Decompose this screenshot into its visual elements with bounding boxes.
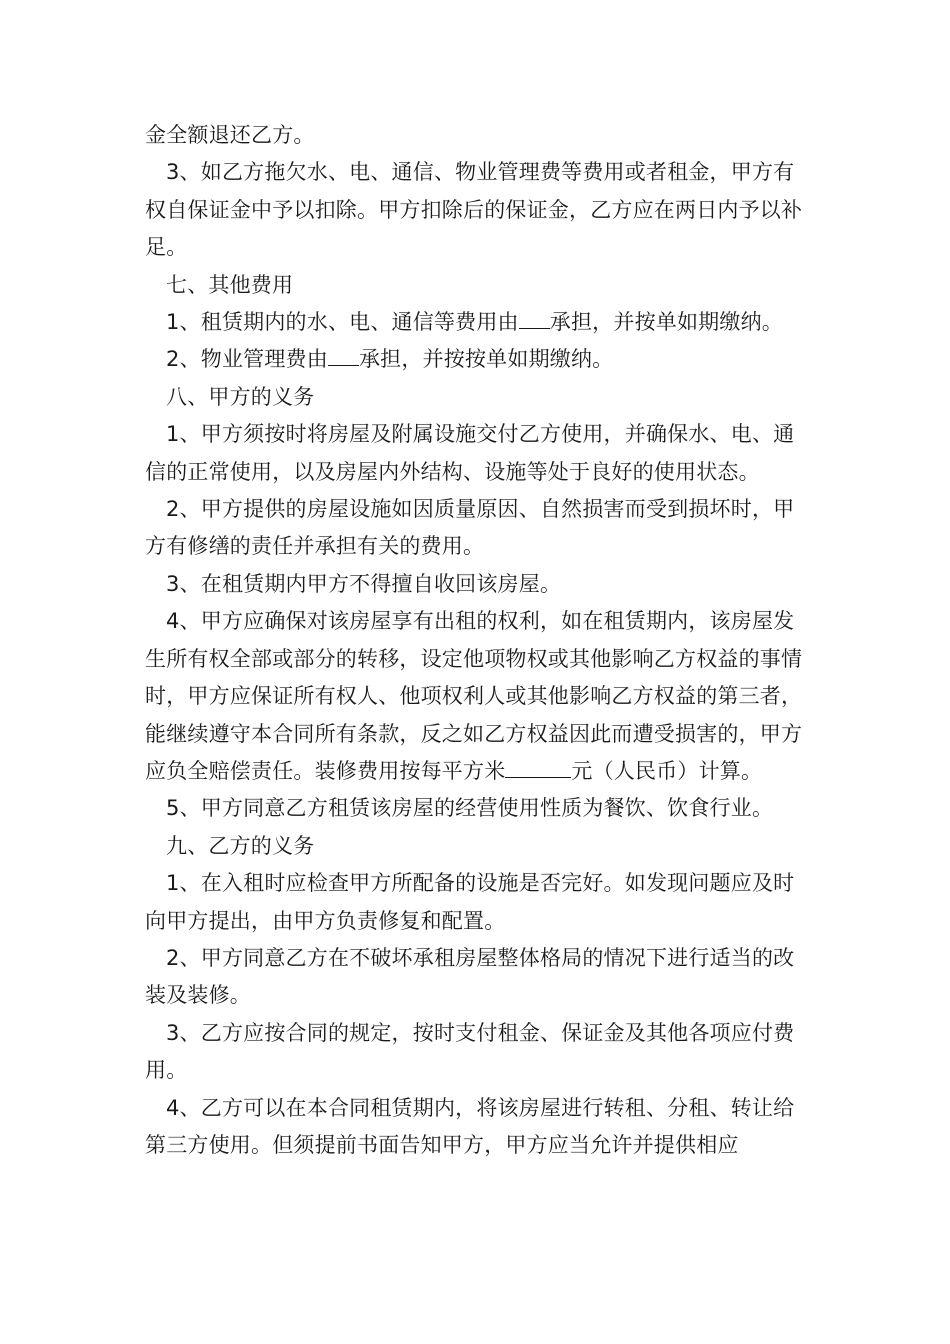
paragraph-party-a-obligation-4 [145, 603, 810, 790]
paragraph-party-b-obligation-1: 1、在入租时应检查甲方所配备的设施是否完好。如发现问题应及时向甲方提出，由甲方负责修复和配置。 [145, 871, 795, 933]
paragraph-party-b-obligation-3: 3、乙方应按合同的规定，按时支付租金、保证金及其他各项应付费用。 [145, 1020, 795, 1083]
obligation-4-text-after: 元（人民币）计算。 [571, 758, 763, 783]
utility-fees-text-before: 1、租赁期内的水、电、通信等费用由 [166, 310, 519, 335]
paragraph-party-b-obligation-4: 4、乙方可以在本合同租赁期内，将该房屋进行转租、分租、转让给第三方使用。但须提前书面告知甲方，甲方应当允许并提供相应 [145, 1095, 795, 1157]
renovation-cost-blank [505, 755, 571, 778]
heading-party-a-obligations: 八、甲方的义务 [166, 384, 315, 409]
paragraph-party-a-obligation-1: 1、甲方须按时将房屋及附属设施交付乙方使用，并确保水、电、通信的正常使用，以及房屋内外结构、设施等处于良好的使用状态。 [145, 422, 795, 484]
paragraph-party-a-obligation-5: 5、甲方同意乙方租赁该房屋的经营使用性质为餐饮、饮食行业。 [166, 796, 774, 821]
property-fees-text-after: 承担，并按按单如期缴纳。 [358, 347, 614, 372]
paragraph-party-b-obligation-2: 2、甲方同意乙方在不破坏承租房屋整体格局的情况下进行适当的改装及装修。 [145, 945, 795, 1008]
document-body [145, 117, 810, 1164]
heading-party-b-obligations: 九、乙方的义务 [166, 833, 315, 858]
paragraph-party-a-obligation-3: 3、在租赁期内甲方不得擅自收回该房屋。 [166, 571, 562, 596]
paragraph-deposit-refund: 金全额退还乙方。 [145, 123, 315, 147]
property-payer-blank [328, 343, 359, 366]
paragraph-party-a-obligation-2: 2、甲方提供的房屋设施如因质量原因、自然损害而受到损坏时，甲方有修缮的责任并承担有关的费用。 [145, 497, 795, 559]
paragraph-deposit-deduction: 3、如乙方拖欠水、电、通信、物业管理费等费用或者租金，甲方有权自保证金中予以扣除。甲方扣除后的保证金，乙方应在两日内予以补足。 [145, 160, 803, 260]
utility-fees-text-after: 承担，并按单如期缴纳。 [549, 310, 783, 335]
obligation-4-text-before: 4、甲方应确保对该房屋享有出租的权利，如在租赁期内，该房屋发生所有权全部或部分的转移，设定他项物权或其他影响乙方权益的事情时，甲方应保证所有权人、他项权利人或其他影响乙方权益的第三者，能继续遵守本合同所有条款，反之如乙方权益因此而遭受损害的，甲方应负全赔偿责任。装修费用按每平方米 [145, 609, 803, 783]
heading-other-fees: 七、其他费用 [166, 272, 294, 297]
property-fees-text-before: 2、物业管理费由 [166, 347, 328, 372]
utility-payer-blank [519, 306, 550, 329]
paragraph-property-fees [145, 341, 810, 378]
paragraph-utility-fees [145, 304, 810, 341]
